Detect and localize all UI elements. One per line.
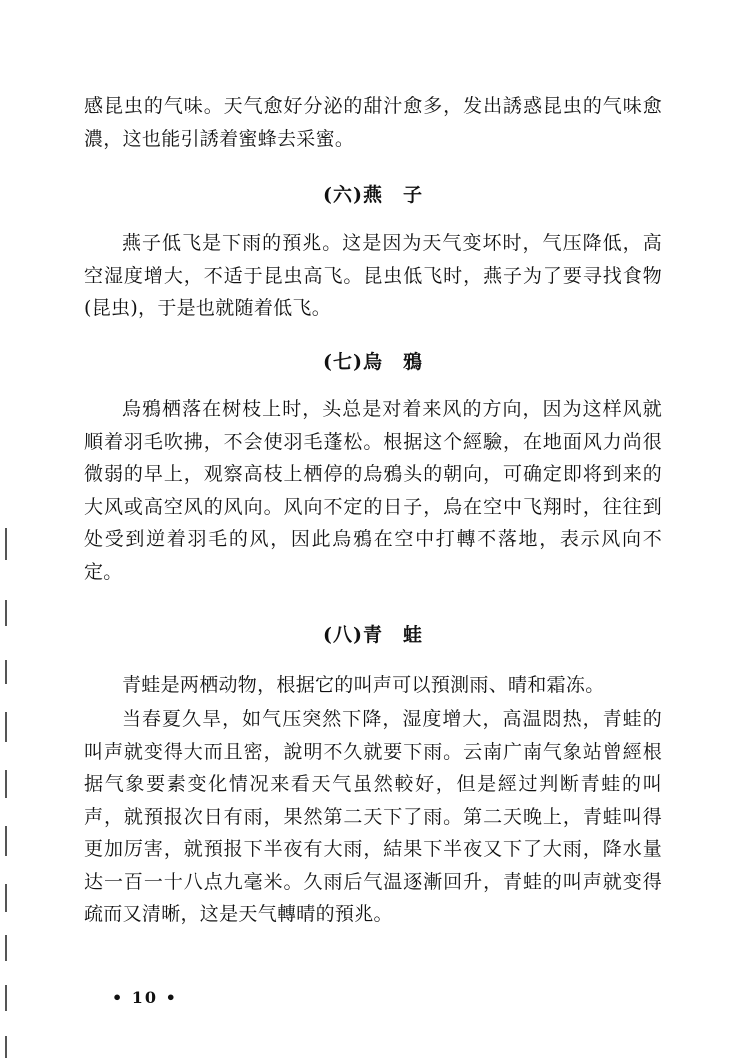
paragraph-frog-details: 当春夏久旱，如气压突然下降，湿度增大，高温悶热，青蛙的叫声就变得大而且密，說明不久就要下雨。云南广南气象站曾經根据气象要素变化情况来看天气虽然較好，但是經过判断青蛙的叫声，就預报次日有雨，果然第二天下了雨。第二天晚上，青蛙叫得更加厉害，就預报下半夜有大雨，結果下半夜又下了大雨，降水量达一百一十八点九毫米。久雨后气温逐漸回升，青蛙的叫声就变得疏而又清晰，这是天气轉晴的預兆。 xyxy=(84,708,662,925)
scan-margin-mark xyxy=(5,600,7,626)
section-heading-crow: (七)烏 鴉 xyxy=(323,351,423,373)
section-heading-frog: (八)青 蛙 xyxy=(323,624,423,646)
scan-margin-mark xyxy=(5,826,7,856)
paragraph-swallow: 燕子低飞是下雨的預兆。这是因为天气变坏时，气压降低，高空湿度增大，不适于昆虫高飞。昆虫低飞时，燕子为了要寻找食物(昆虫)，于是也就随着低飞。 xyxy=(84,232,662,319)
paragraph-bees-continued: 感昆虫的气味。天气愈好分泌的甜汁愈多，发出誘惑昆虫的气味愈濃，这也能引誘着蜜蜂去采蜜。 xyxy=(84,95,662,150)
scan-margin-mark xyxy=(5,770,7,798)
scan-margin-mark xyxy=(5,935,7,961)
scan-margin-mark xyxy=(5,528,7,560)
scan-margin-mark xyxy=(5,712,7,742)
scan-margin-mark xyxy=(5,660,7,684)
scan-margin-mark xyxy=(5,985,7,1011)
section-heading-swallow: (六)燕 子 xyxy=(323,184,423,206)
scan-margin-mark xyxy=(5,884,7,912)
paragraph-crow: 烏鴉栖落在树枝上时，头总是对着来风的方向，因为这样风就順着羽毛吹拂，不会使羽毛蓬松。根据这个經驗，在地面风力尚很微弱的早上，观察高枝上栖停的烏鴉头的朝向，可确定即将到来的大风或高空风的风向。风向不定的日子，烏在空中飞翔时，往往到处受到逆着羽毛的风，因此烏鴉在空中打轉不落地，表示风向不定。 xyxy=(84,398,662,583)
page-number: • 10 • xyxy=(112,988,178,1007)
paragraph-frog-intro: 青蛙是两栖动物，根据它的叫声可以預測雨、晴和霜冻。 xyxy=(122,674,605,696)
scan-margin-mark xyxy=(5,1036,7,1058)
